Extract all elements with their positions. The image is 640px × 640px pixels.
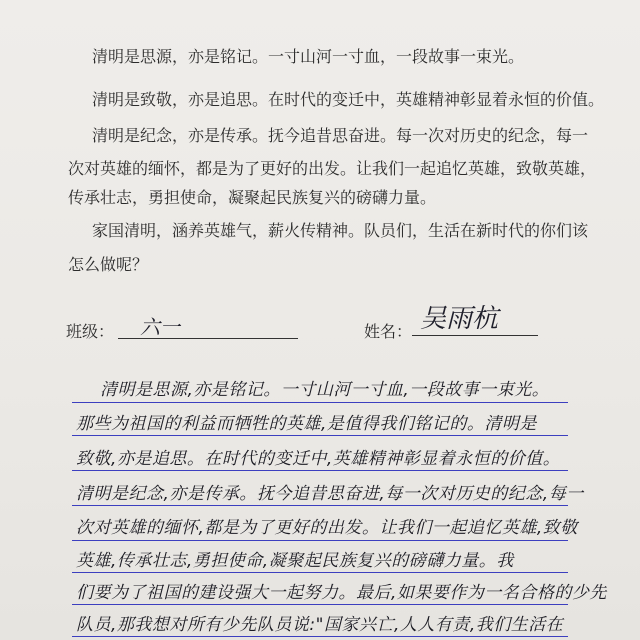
name-underline bbox=[412, 335, 538, 336]
handwritten-line-8: 队员,那我想对所有少先队员说:"国家兴亡,人人有责,我们生活在 bbox=[76, 615, 564, 635]
handwritten-line-4: 清明是纪念,亦是传承。抚今追昔思奋进,每一次对历史的纪念,每一 bbox=[76, 484, 584, 504]
class-value: 六一 bbox=[140, 315, 180, 339]
ruled-line bbox=[72, 402, 568, 403]
intro-paragraph-4-line-1: 家国清明，涵养英雄气，薪火传精神。队员们，生活在新时代的你们该 bbox=[92, 221, 589, 240]
handwritten-line-2: 那些为祖国的利益而牺牲的英雄,是值得我们铭记的。清明是 bbox=[76, 414, 537, 434]
intro-paragraph-4-line-2: 怎么做呢？ bbox=[68, 255, 149, 274]
intro-paragraph-2: 清明是致敬，亦是追思。在时代的变迁中，英雄精神彰显着永恒的价值。 bbox=[92, 90, 605, 109]
ruled-line bbox=[72, 636, 568, 637]
ruled-line bbox=[72, 435, 568, 436]
ruled-line bbox=[72, 505, 568, 506]
name-value: 吴雨杭 bbox=[420, 304, 499, 334]
intro-paragraph-3-line-3: 传承壮志，勇担使命，凝聚起民族复兴的磅礴力量。 bbox=[68, 188, 437, 207]
intro-paragraph-3-line-2: 次对英雄的缅怀，都是为了更好的出发。让我们一起追忆英雄，致敬英雄， bbox=[68, 159, 597, 178]
handwritten-line-1: 清明是思源,亦是铭记。一寸山河一寸血,一段故事一束光。 bbox=[100, 380, 550, 400]
intro-paragraph-3-line-1: 清明是纪念，亦是传承。抚今追昔思奋进。每一次对历史的纪念，每一 bbox=[92, 126, 589, 145]
handwritten-line-3: 致敬,亦是追思。在时代的变迁中,英雄精神彰显着永恒的价值。 bbox=[76, 449, 561, 469]
ruled-line bbox=[72, 572, 568, 573]
ruled-line bbox=[72, 470, 568, 471]
intro-paragraph-1: 清明是思源，亦是铭记。一寸山河一寸血，一段故事一束光。 bbox=[92, 47, 525, 66]
handwritten-line-6: 英雄,传承壮志,勇担使命,凝聚起民族复兴的磅礴力量。我 bbox=[76, 551, 514, 571]
class-label: 班级： bbox=[66, 322, 115, 341]
handwritten-line-7: 们要为了祖国的建设强大一起努力。最后,如果要作为一名合格的少先 bbox=[76, 583, 607, 603]
page-title bbox=[150, 0, 510, 8]
ruled-line bbox=[72, 604, 568, 605]
name-label: 姓名： bbox=[364, 322, 413, 341]
handwritten-line-5: 次对英雄的缅怀,都是为了更好的出发。让我们一起追忆英雄,致敬 bbox=[76, 518, 578, 538]
ruled-line bbox=[72, 540, 568, 541]
